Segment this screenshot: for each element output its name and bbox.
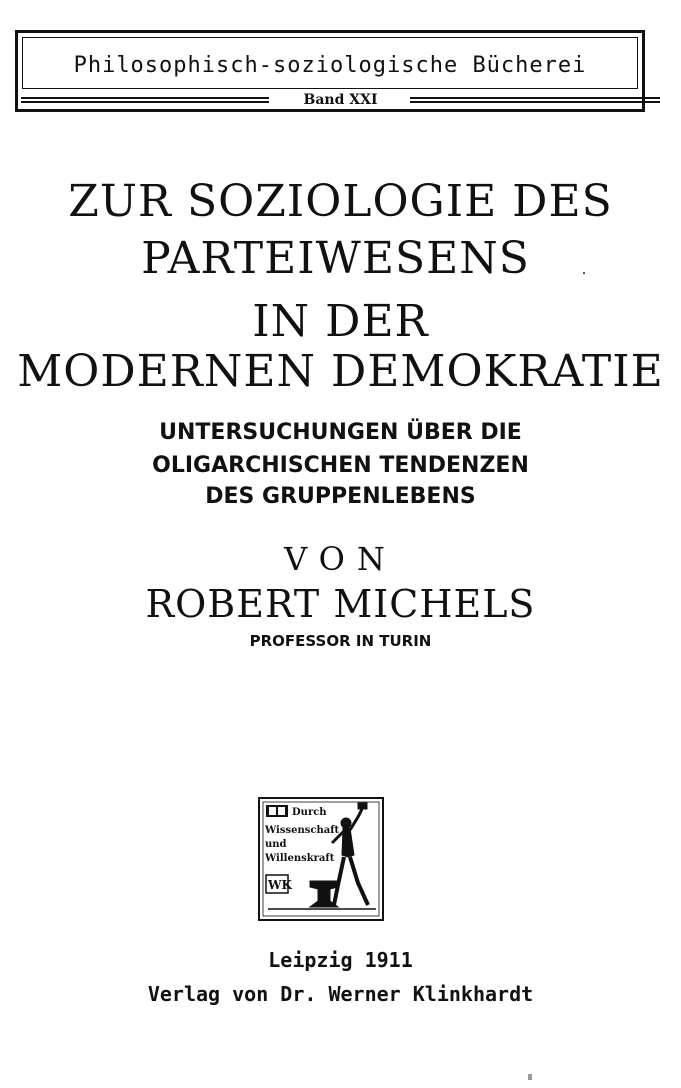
mark-motto-3: und	[265, 839, 287, 850]
mark-motto-4: Willenskraft	[265, 853, 335, 864]
mark-motto-1: Durch	[292, 807, 327, 818]
band-row	[15, 94, 666, 112]
title-line-4: MODERNEN DEMOKRATIE	[17, 346, 664, 397]
title-line-3: IN DER	[252, 296, 429, 347]
mark-monogram: WK	[268, 878, 292, 892]
subtitle-line-1: UNTERSUCHUNGEN ÜBER DIE	[159, 420, 522, 445]
subtitle-line-3: DES GRUPPENLEBENS	[205, 484, 476, 509]
paper-speck	[528, 1074, 532, 1080]
paper-speck	[583, 272, 585, 274]
imprint-publisher: Verlag von Dr. Werner Klinkhardt	[147, 982, 534, 1006]
title-line-1: ZUR SOZIOLOGIE DES	[68, 176, 613, 227]
band-rule-right	[410, 97, 660, 103]
byline-von: VON	[284, 540, 397, 578]
author-role: PROFESSOR IN TURIN	[249, 632, 432, 650]
band-number: Band XXI	[303, 92, 378, 108]
author-name: ROBERT MICHELS	[145, 582, 536, 626]
subtitle-line-2: OLIGARCHISCHEN TENDENZEN	[152, 453, 529, 478]
mark-motto-2: Wissenschaft	[265, 825, 340, 836]
title-line-2: PARTEIWESENS	[141, 233, 530, 284]
imprint-place-year: Leipzig 1911	[268, 948, 413, 972]
publisher-mark-image	[258, 797, 384, 921]
series-title: Philosophisch-soziologische Bücherei	[73, 53, 587, 78]
